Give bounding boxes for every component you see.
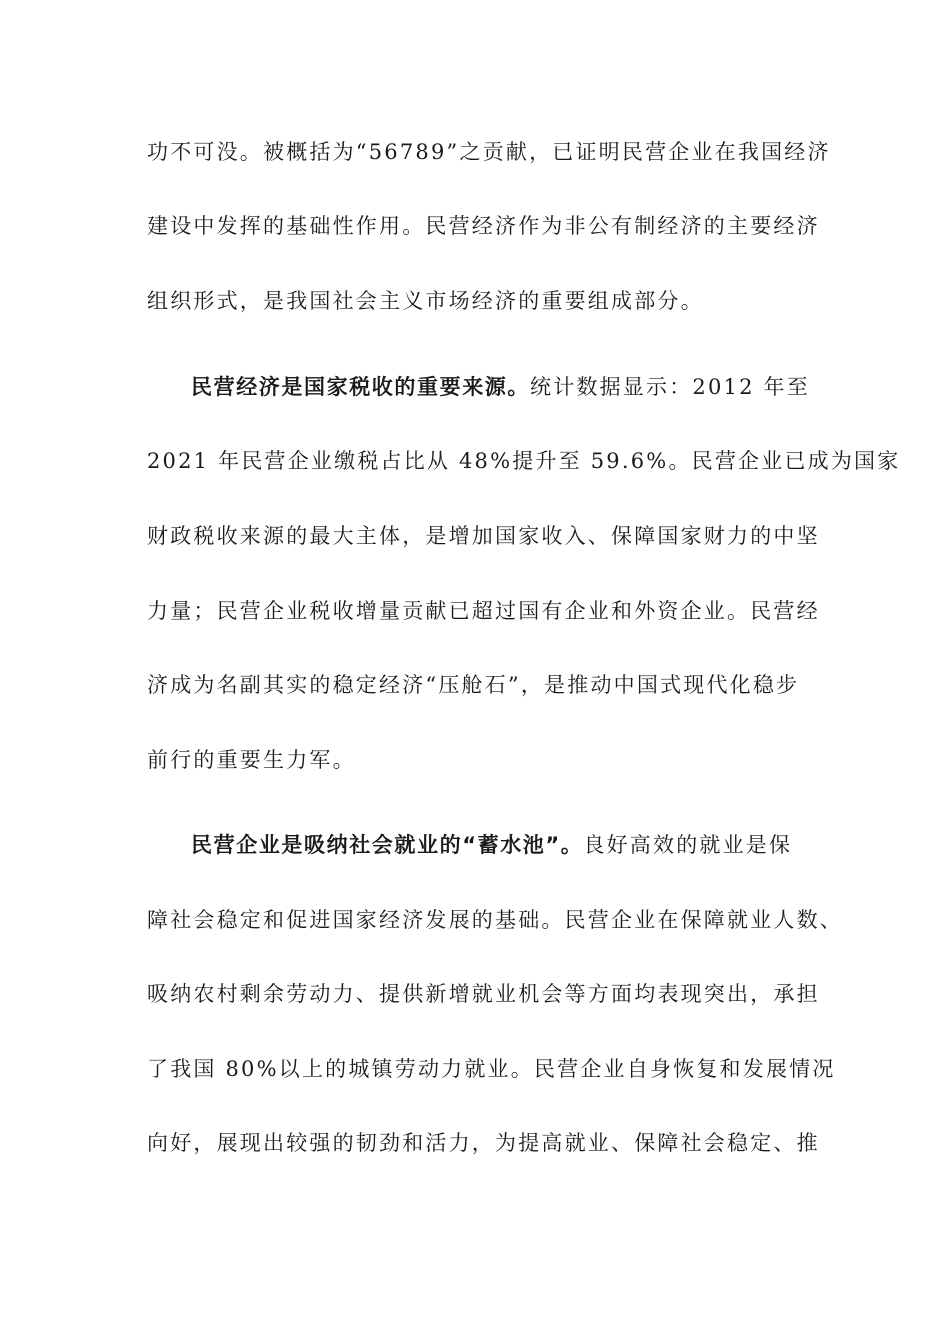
- paragraph1-line-1: 功不可没。被概括为“56789”之贡献，已证明民营企业在我国经济: [147, 140, 831, 164]
- paragraph2-line-2: 2021 年民营企业缴税占比从 48%提升至 59.6%。民营企业已成为国家: [147, 449, 901, 473]
- paragraph3-first-line-text: 良好高效的就业是保: [583, 833, 793, 857]
- paragraph3-line-2: 障社会稳定和促进国家经济发展的基础。民营企业在保障就业人数、: [147, 908, 843, 932]
- paragraph3-line-5: 向好，展现出较强的韧劲和活力，为提高就业、保障社会稳定、推: [147, 1131, 820, 1155]
- paragraph2-first-line-text: 统计数据显示：2012 年至: [530, 375, 810, 399]
- paragraph2-line-1: [191, 372, 810, 402]
- paragraph3-line-4: 了我国 80%以上的城镇劳动力就业。民营企业自身恢复和发展情况: [147, 1057, 836, 1081]
- paragraph2-heading: 民营经济是国家税收的重要来源。: [191, 375, 530, 399]
- paragraph2-line-4: 力量；民营企业税收增量贡献已超过国有企业和外资企业。民营经: [147, 599, 820, 623]
- paragraph3-line-3: 吸纳农村剩余劳动力、提供新增就业机会等方面均表现突出，承担: [147, 982, 820, 1006]
- paragraph1-line-2: 建设中发挥的基础性作用。民营经济作为非公有制经济的主要经济: [147, 214, 820, 238]
- paragraph2-line-6: 前行的重要生力军。: [147, 748, 356, 772]
- paragraph3-heading: 民营企业是吸纳社会就业的“蓄水池”。: [191, 833, 584, 857]
- paragraph1-line-3: 组织形式，是我国社会主义市场经济的重要组成部分。: [147, 289, 704, 313]
- paragraph2-line-3: 财政税收来源的最大主体，是增加国家收入、保障国家财力的中坚: [147, 524, 820, 548]
- paragraph2-line-5: 济成为名副其实的稳定经济“压舱石”，是推动中国式现代化稳步: [147, 673, 800, 697]
- paragraph3-line-1: [191, 830, 792, 860]
